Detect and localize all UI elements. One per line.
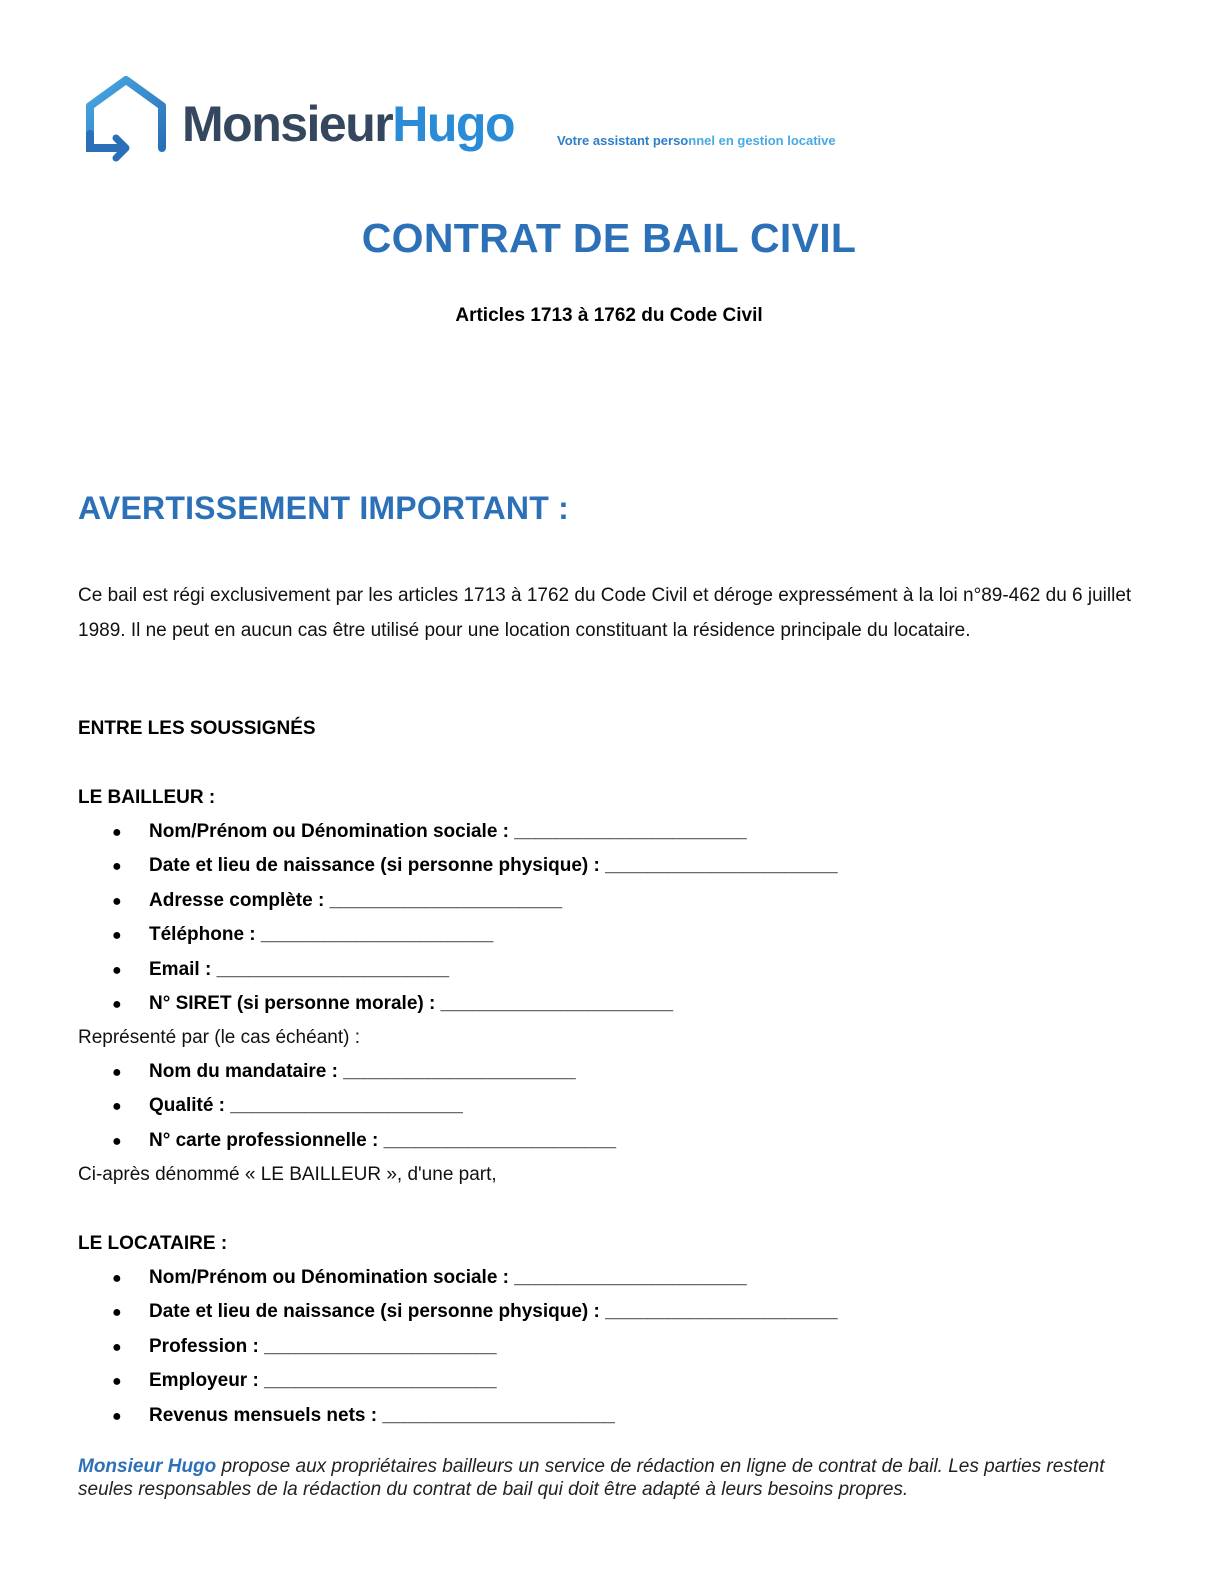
locataire-heading: LE LOCATAIRE : [78,1233,228,1254]
blank-line[interactable]: ______________________ [382,1404,615,1426]
document-title: CONTRAT DE BAIL CIVIL [361,215,857,261]
form-field [112,924,493,946]
form-field [112,1405,615,1427]
bullet-icon: ● [112,824,122,841]
field-label: Qualité : [149,1095,226,1117]
bailleur-closing: Ci-après dénommé « LE BAILLEUR », d'une part, [78,1164,497,1185]
form-field [112,1301,838,1323]
blank-line[interactable]: ______________________ [605,855,838,877]
form-field [112,855,838,877]
form-field [112,821,747,843]
blank-line[interactable]: ______________________ [264,1335,497,1357]
field-label: N° carte professionnelle : [149,1129,379,1151]
blank-line[interactable]: ______________________ [216,958,450,980]
bullet-icon: ● [112,1132,122,1150]
field-label: Profession : [149,1335,259,1357]
bullet-icon: ● [112,1407,122,1425]
logo-word-1: Monsieur [182,96,393,152]
field-label: Nom/Prénom ou Dénomination sociale : [149,1267,509,1288]
bullet-icon: ● [112,1064,122,1081]
bullet-icon: ● [112,961,122,979]
warning-text: Ce bail est régi exclusivement par les articles 1713 à 1762 du Code Civil et déroge expressément à la loi n°89-462 du 6 juillet 1989. Il ne peut en aucun cas être utilisé pour une location constituant la résidence principale du locataire. [78,585,1132,641]
field-label: N° SIRET (si personne morale) : [149,993,436,1014]
blank-line[interactable]: ______________________ [343,1061,576,1082]
blank-line[interactable]: ______________________ [329,889,563,911]
logo-word-2: Hugo [392,96,514,152]
form-field [112,1095,463,1117]
blank-line[interactable]: ______________________ [605,1301,838,1323]
field-label: Revenus mensuels nets : [149,1404,378,1426]
bullet-icon: ● [112,996,122,1013]
form-field [112,1370,497,1392]
blank-line[interactable]: ______________________ [383,1129,617,1151]
bullet-icon: ● [112,1373,122,1391]
bullet-icon: ● [112,1270,122,1287]
house-arrow-icon [84,76,174,166]
field-label: Email : [149,958,212,980]
blank-line[interactable]: ______________________ [514,821,747,842]
footer-brand: Monsieur Hugo [78,1456,217,1477]
form-field [112,1267,747,1289]
blank-line[interactable]: ______________________ [440,993,674,1014]
field-label: Date et lieu de naissance (si personne physique) : [149,855,600,877]
field-label: Date et lieu de naissance (si personne physique) : [149,1301,600,1323]
warning-title: AVERTISSEMENT IMPORTANT : [78,490,569,526]
bullet-icon: ● [112,1304,122,1322]
tagline [557,133,836,148]
logo-wordmark [182,94,514,154]
field-label: Nom du mandataire : [149,1061,338,1082]
represented-by: Représenté par (le cas échéant) : [78,1027,360,1048]
document-subtitle: Articles 1713 à 1762 du Code Civil [455,305,763,326]
footer-text: propose aux propriétaires bailleurs un service de rédaction en ligne de contrat de bail. Les parties restent seules responsables de la rédaction du contrat de bail qui doit être adapté à leurs besoins propres. [78,1456,1105,1500]
footer-disclaimer [78,1455,1148,1501]
bullet-icon: ● [112,858,122,876]
field-label: Adresse complète : [149,889,325,911]
tagline-part-1: Votre assistant perso [557,133,689,148]
logo [84,76,884,166]
field-label: Nom/Prénom ou Dénomination sociale : [149,821,509,842]
bailleur-heading: LE BAILLEUR : [78,787,216,808]
blank-line[interactable]: ______________________ [264,1370,497,1392]
bullet-icon: ● [112,1098,122,1116]
field-label: Employeur : [149,1370,259,1392]
form-field [112,993,673,1015]
form-field [112,890,562,912]
form-field [112,1336,497,1358]
form-field [112,959,449,981]
bullet-icon: ● [112,927,122,945]
bullet-icon: ● [112,892,122,910]
between-heading: ENTRE LES SOUSSIGNÉS [78,718,316,739]
form-field [112,1061,576,1083]
form-field [112,1130,616,1152]
tagline-part-2: nnel en gestion locative [688,133,836,148]
bullet-icon: ● [112,1338,122,1356]
field-label: Téléphone : [149,924,256,946]
blank-line[interactable]: ______________________ [514,1267,747,1288]
blank-line[interactable]: ______________________ [260,924,494,946]
blank-line[interactable]: ______________________ [230,1095,463,1117]
